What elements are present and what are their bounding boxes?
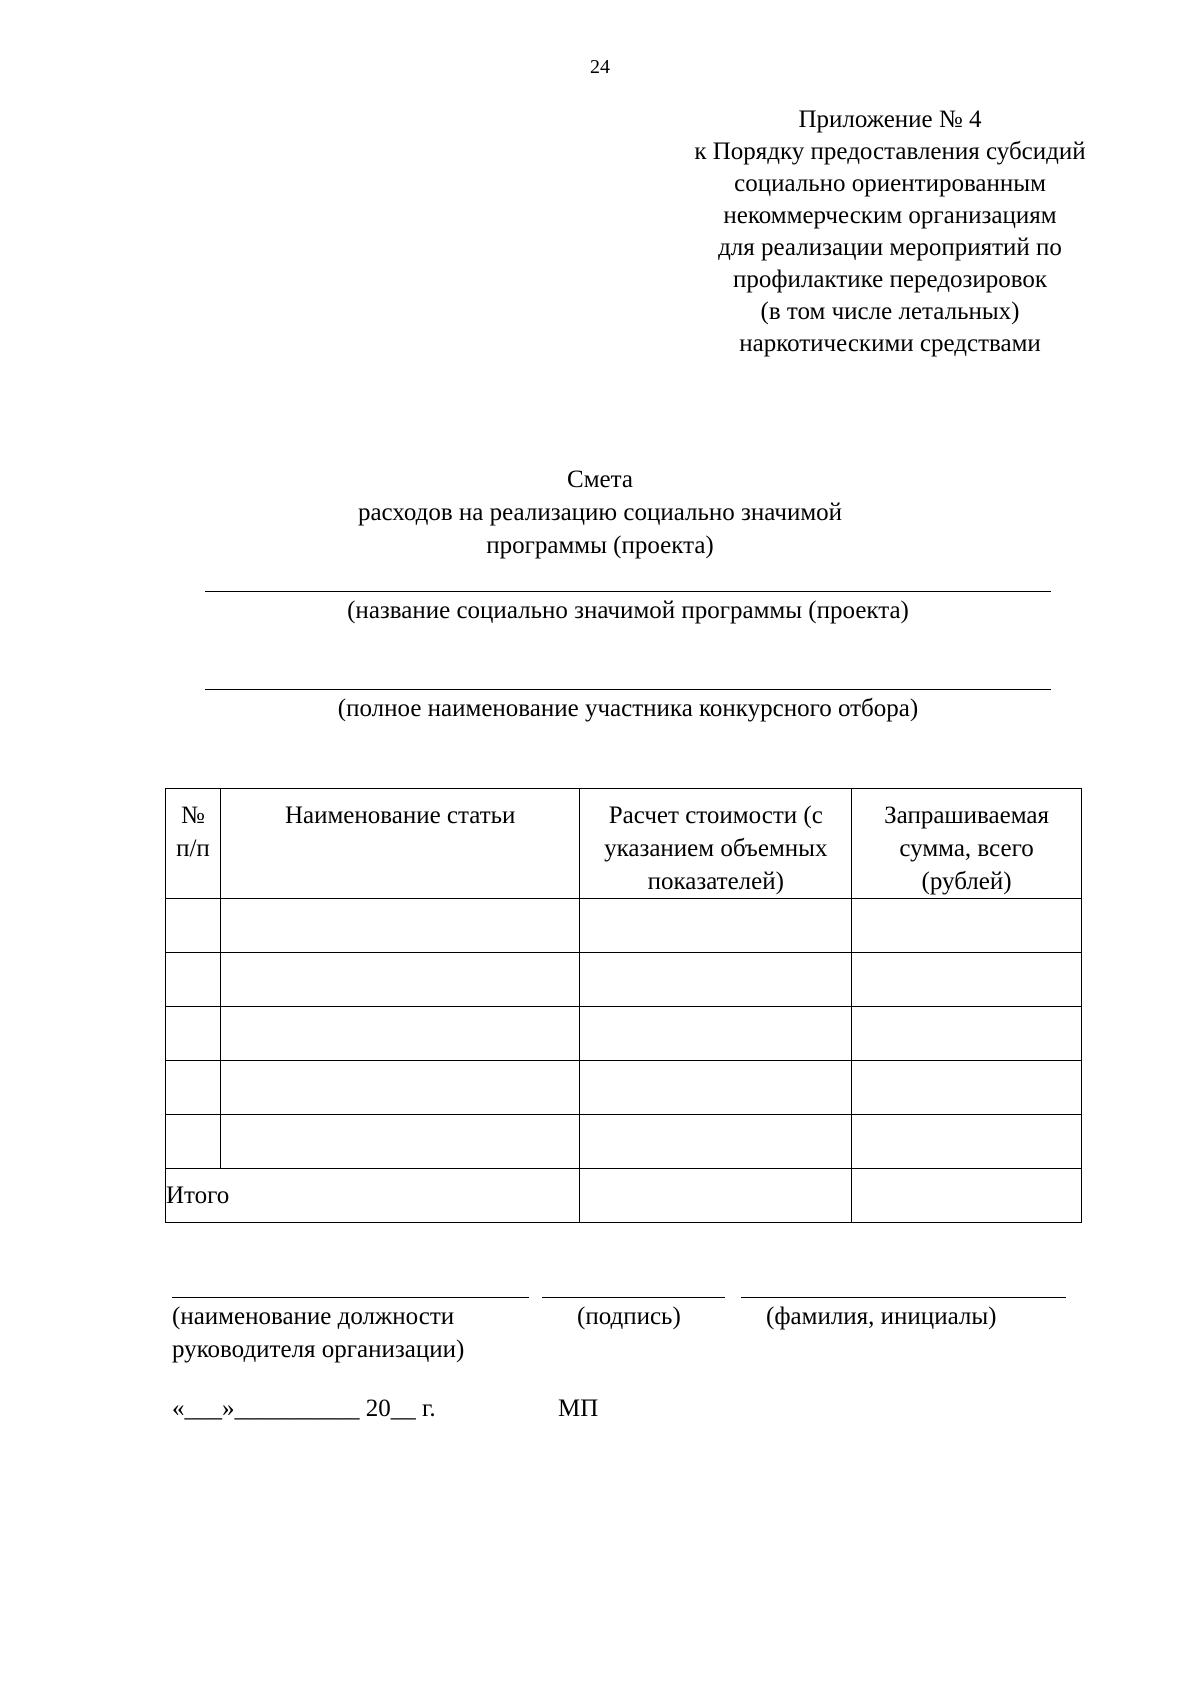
estimate-table [165, 788, 1082, 1223]
header-item-name [220, 789, 580, 899]
seal-label: МП [558, 1395, 599, 1422]
title-line: Смета [567, 466, 633, 493]
cell-item-name[interactable] [220, 1061, 580, 1115]
table-row [166, 899, 1082, 953]
cell-item-name[interactable] [220, 899, 580, 953]
header-text: № [181, 802, 205, 829]
header-cost-calculation [580, 789, 852, 899]
total-label: Итого [166, 1169, 580, 1223]
cell-cost-calculation[interactable] [580, 953, 852, 1007]
cell-requested-sum[interactable] [852, 1007, 1082, 1061]
page-number: 24 [590, 56, 610, 78]
cell-number[interactable] [166, 1061, 221, 1115]
header-text: (рублей) [921, 868, 1012, 895]
total-row [166, 1169, 1082, 1223]
cell-requested-sum[interactable] [852, 1061, 1082, 1115]
header-text: Расчет стоимости (с [608, 802, 823, 829]
cell-requested-sum[interactable] [852, 1115, 1082, 1169]
title-line: программы (проекта) [486, 532, 714, 559]
caption-line: руководителя организации) [172, 1336, 465, 1363]
header-text: показателей) [647, 868, 784, 895]
name-caption: (фамилия, инициалы) [766, 1303, 997, 1330]
appendix-line: Приложение № 4 [798, 106, 982, 133]
table-row [166, 1115, 1082, 1169]
cell-number[interactable] [166, 1007, 221, 1061]
header-number [166, 789, 221, 899]
header-text: п/п [176, 835, 210, 862]
cell-requested-sum[interactable] [852, 899, 1082, 953]
header-text: Запрашиваемая [884, 802, 1049, 829]
appendix-header [590, 104, 1190, 360]
document-title [0, 463, 1200, 562]
signature-line[interactable] [542, 1297, 725, 1298]
appendix-line: наркотическими средствами [739, 330, 1041, 357]
table-header-row [166, 789, 1082, 899]
cell-number[interactable] [166, 953, 221, 1007]
title-line: расходов на реализацию социально значимой [357, 499, 843, 526]
appendix-line: к Порядку предоставления субсидий [694, 138, 1086, 165]
name-signature-line[interactable] [741, 1297, 1066, 1298]
cell-cost-calculation[interactable] [580, 1061, 852, 1115]
cell-item-name[interactable] [220, 953, 580, 1007]
program-name-field-line[interactable] [205, 591, 1051, 592]
caption-line: (наименование должности [172, 1303, 455, 1330]
table-row [166, 953, 1082, 1007]
position-caption [172, 1300, 464, 1366]
position-signature-line[interactable] [172, 1297, 529, 1298]
cell-item-name[interactable] [220, 1115, 580, 1169]
program-name-caption: (название социально значимой программы (проекта) [347, 597, 909, 624]
table-row [166, 1007, 1082, 1061]
cell-number[interactable] [166, 1115, 221, 1169]
cell-cost-calculation[interactable] [580, 899, 852, 953]
cell-item-name[interactable] [220, 1007, 580, 1061]
signature-caption: (подпись) [577, 1303, 681, 1330]
appendix-line: профилактике передозировок [732, 266, 1047, 293]
total-requested-sum[interactable] [852, 1169, 1082, 1223]
cell-cost-calculation[interactable] [580, 1007, 852, 1061]
appendix-line: для реализации мероприятий по [718, 234, 1062, 261]
header-text: Наименование статьи [284, 802, 516, 829]
participant-name-caption: (полное наименование участника конкурсного отбора) [337, 695, 919, 722]
header-text: сумма, всего [899, 835, 1034, 862]
appendix-line: некоммерческим организациям [723, 202, 1057, 229]
total-cost-calculation[interactable] [580, 1169, 852, 1223]
table-row [166, 1061, 1082, 1115]
appendix-line: социально ориентированным [734, 170, 1046, 197]
header-text: указанием объемных [604, 835, 828, 862]
cell-number[interactable] [166, 899, 221, 953]
cell-requested-sum[interactable] [852, 953, 1082, 1007]
cell-cost-calculation[interactable] [580, 1115, 852, 1169]
date-field[interactable]: «___»__________ 20__ г. [172, 1395, 436, 1422]
header-requested-sum [852, 789, 1082, 899]
appendix-line: (в том числе летальных) [760, 298, 1020, 325]
participant-name-field-line[interactable] [205, 689, 1051, 690]
